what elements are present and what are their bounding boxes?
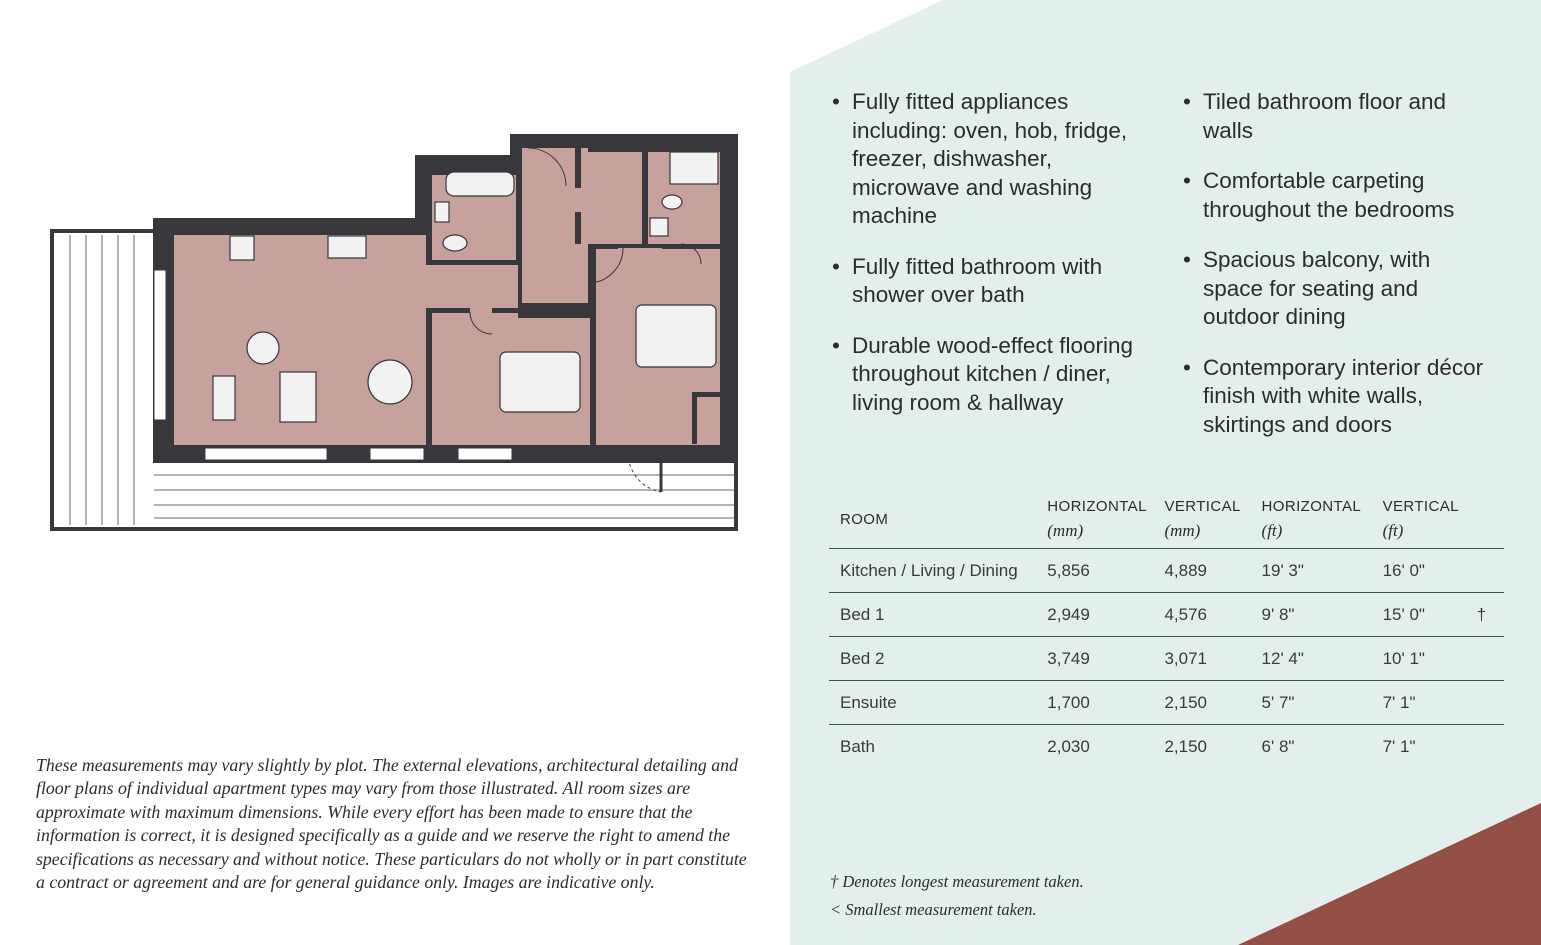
- table-row: [829, 681, 1504, 725]
- horizontal-mm: 3,749: [1047, 637, 1164, 681]
- horizontal-mm: 5,856: [1047, 549, 1164, 593]
- column-header-horizontal-ft: HORIZONTAL (ft): [1262, 490, 1383, 549]
- vertical-mm: 2,150: [1164, 681, 1261, 725]
- horizontal-mm: 2,949: [1047, 593, 1164, 637]
- room-dimensions-table: [829, 490, 1504, 768]
- vertical-ft: 7' 1": [1382, 736, 1416, 756]
- table-header-row: [829, 490, 1504, 549]
- horizontal-mm: 1,700: [1047, 681, 1164, 725]
- footnote-smallest: < Smallest measurement taken.: [830, 900, 1037, 919]
- feature-item: • Durable wood-effect flooring throughout kitchen / diner, living room & hallway: [830, 332, 1135, 418]
- measurement-mark: [1477, 549, 1504, 593]
- feature-item: • Tiled bathroom floor and walls: [1181, 88, 1491, 145]
- measurement-mark: [1477, 637, 1504, 681]
- room-name: Kitchen / Living / Dining: [829, 549, 1047, 593]
- room-name: Bed 2: [829, 637, 1047, 681]
- feature-item: • Spacious balcony, with space for seating and outdoor dining: [1181, 246, 1491, 332]
- measurement-mark: †: [1477, 593, 1504, 637]
- column-header-room: ROOM: [829, 490, 1047, 549]
- room-name: Bath: [840, 736, 875, 756]
- table-row: [829, 725, 1504, 769]
- vertical-ft: 7' 1": [1383, 681, 1477, 725]
- feature-item: • Fully fitted bathroom with shower over bath: [830, 253, 1135, 310]
- vertical-mm: 2,150: [1164, 736, 1208, 756]
- features-list-left: [830, 88, 1135, 439]
- measurement-mark: [1477, 681, 1504, 725]
- feature-item: • Comfortable carpeting throughout the bedrooms: [1181, 167, 1491, 224]
- table-row: [829, 637, 1504, 681]
- vertical-ft: 10' 1": [1383, 637, 1477, 681]
- column-header-vertical-ft: VERTICAL (ft): [1383, 490, 1477, 549]
- table-row: [829, 549, 1504, 593]
- footnote-longest: † Denotes longest measurement taken.: [830, 872, 1084, 891]
- horizontal-ft: 5' 7": [1262, 681, 1383, 725]
- vertical-ft: 16' 0": [1383, 549, 1477, 593]
- vertical-mm: 4,889: [1164, 549, 1261, 593]
- feature-item: • Fully fitted appliances including: oven, hob, fridge, freezer, dishwasher, microwave and washing machine: [830, 88, 1135, 231]
- room-name: Bed 1: [829, 593, 1047, 637]
- horizontal-ft: 6' 8": [1261, 736, 1295, 756]
- horizontal-ft: 9' 8": [1262, 593, 1383, 637]
- horizontal-ft: 12' 4": [1262, 637, 1383, 681]
- vertical-mm: 3,071: [1164, 637, 1261, 681]
- horizontal-ft: 19' 3": [1262, 549, 1383, 593]
- column-header-vertical-mm: VERTICAL (mm): [1164, 490, 1261, 549]
- table-row: [829, 593, 1504, 637]
- disclaimer-text: These measurements may vary slightly by plot. The external elevations, architectural detailing and floor plans of individual apartment types may vary from those illustrated. All room sizes are approximate with maximum dimensions. While every effort has been made to ensure that the information is correct, it is designed specifically as a guide and we reserve the right to amend the specifications as necessary and without notice. These particulars do not wholly or in part constitute a contract or agreement and are for general guidance only. Images are indicative only.: [36, 755, 747, 893]
- vertical-mm: 4,576: [1164, 593, 1261, 637]
- feature-item: • Contemporary interior décor finish with white walls, skirtings and doors: [1181, 354, 1491, 440]
- column-header-horizontal-mm: HORIZONTAL (mm): [1047, 490, 1164, 549]
- vertical-ft: 15' 0": [1383, 593, 1477, 637]
- horizontal-mm: 2,030: [1047, 736, 1090, 756]
- measurement-mark: [1477, 725, 1504, 769]
- column-header-mark: [1477, 490, 1504, 549]
- footnotes: [830, 872, 1084, 928]
- features-list-right: [1181, 88, 1491, 461]
- room-name: Ensuite: [829, 681, 1047, 725]
- floor-plan: [50, 130, 740, 532]
